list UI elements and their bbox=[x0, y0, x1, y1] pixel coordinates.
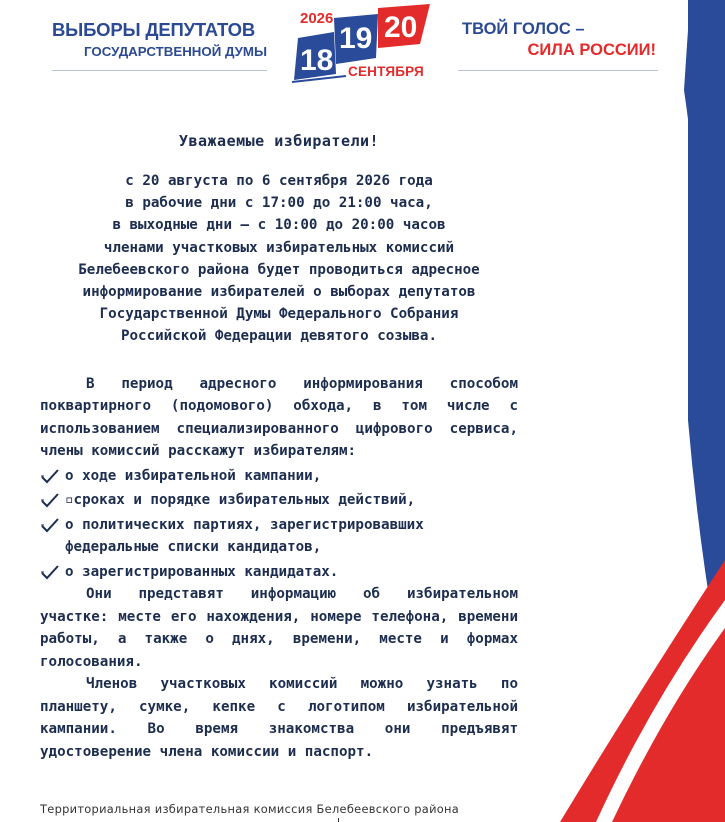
list-item bbox=[40, 514, 518, 559]
checkmark-icon bbox=[40, 468, 60, 484]
slogan-line2: СИЛА РОССИИ! bbox=[527, 41, 656, 59]
list-item bbox=[40, 465, 518, 488]
list-item-text: о зарегистрированных кандидатах. bbox=[65, 563, 339, 580]
checkmark-icon bbox=[40, 564, 60, 580]
intro-line: с 20 августа по 6 сентября 2026 года bbox=[125, 173, 433, 189]
list-item-text: ▫сроках и порядке избирательных действий, bbox=[65, 492, 416, 509]
paragraph-identification: Членов участковых комиссий можно узнать по планшету, сумке, кепке с логотипом избирательной кампании. Во время знакомства они предъявят удостоверение члена комиссии и паспорт. bbox=[40, 676, 518, 760]
header-left-rule bbox=[52, 70, 267, 71]
intro-line: в выходные дни – с 10:00 до 20:00 часов bbox=[112, 217, 446, 234]
header-left-title bbox=[52, 20, 267, 60]
notice-body bbox=[40, 130, 518, 763]
election-date-logo bbox=[286, 4, 436, 90]
greeting: Уважаемые избиратели! bbox=[178, 132, 380, 150]
intro-line: в рабочие дни с 17:00 до 21:00 часа, bbox=[125, 195, 433, 212]
header-title-line2: ГОСУДАРСТВЕННОЙ ДУМЫ bbox=[83, 44, 267, 59]
paragraph-door-to-door: В период адресного информирования способом поквартирного (подомового) обхода, в том числе с использованием специализированного цифрового сервиса, члены комиссий расскажут избирателям: bbox=[40, 375, 518, 460]
list-item bbox=[40, 489, 518, 512]
logo-day-18: 18 bbox=[300, 44, 334, 77]
list-item-text: о политических партиях, зарегистрировавших федеральные списки кандидатов, bbox=[65, 516, 424, 556]
checkmark-icon bbox=[40, 517, 60, 533]
logo-day-20: 20 bbox=[384, 11, 418, 44]
intro-line: Российской Федерации девятого созыва. bbox=[120, 328, 438, 345]
logo-day-19: 19 bbox=[339, 22, 373, 55]
header-right-rule bbox=[458, 70, 658, 71]
header-slogan bbox=[458, 20, 658, 80]
slogan-line1: ТВОЙ ГОЛОС – bbox=[462, 20, 585, 38]
intro-line: членами участковых избирательных комиссий bbox=[103, 239, 455, 256]
list-item-text: о ходе избирательной кампании, bbox=[65, 467, 322, 484]
list-item bbox=[40, 561, 518, 584]
election-header bbox=[0, 0, 725, 100]
logo-year: 2026 bbox=[300, 10, 334, 27]
paragraph-polling-station: Они представят информацию об избирательном участке: месте его нахождения, номере телефона, времени работы, а также о днях, времени, месте и формах голосования. bbox=[40, 586, 518, 670]
checkmark-icon bbox=[40, 492, 60, 508]
intro-line: информирование избирателей о выборах депутатов bbox=[82, 284, 476, 301]
intro-line: Белебеевского района будет проводиться адресное bbox=[78, 261, 480, 278]
logo-month: СЕНТЯБРЯ bbox=[348, 64, 424, 79]
intro-line: Государственной Думы Федерального Собрания bbox=[99, 306, 459, 323]
intro-block bbox=[40, 170, 518, 348]
header-title-line1: ВЫБОРЫ ДЕПУТАТОВ bbox=[52, 19, 256, 40]
topics-list bbox=[40, 465, 518, 584]
footer-tick bbox=[338, 818, 339, 822]
footer-commission: Территориальная избирательная комиссия Белебеевского района bbox=[40, 802, 460, 816]
